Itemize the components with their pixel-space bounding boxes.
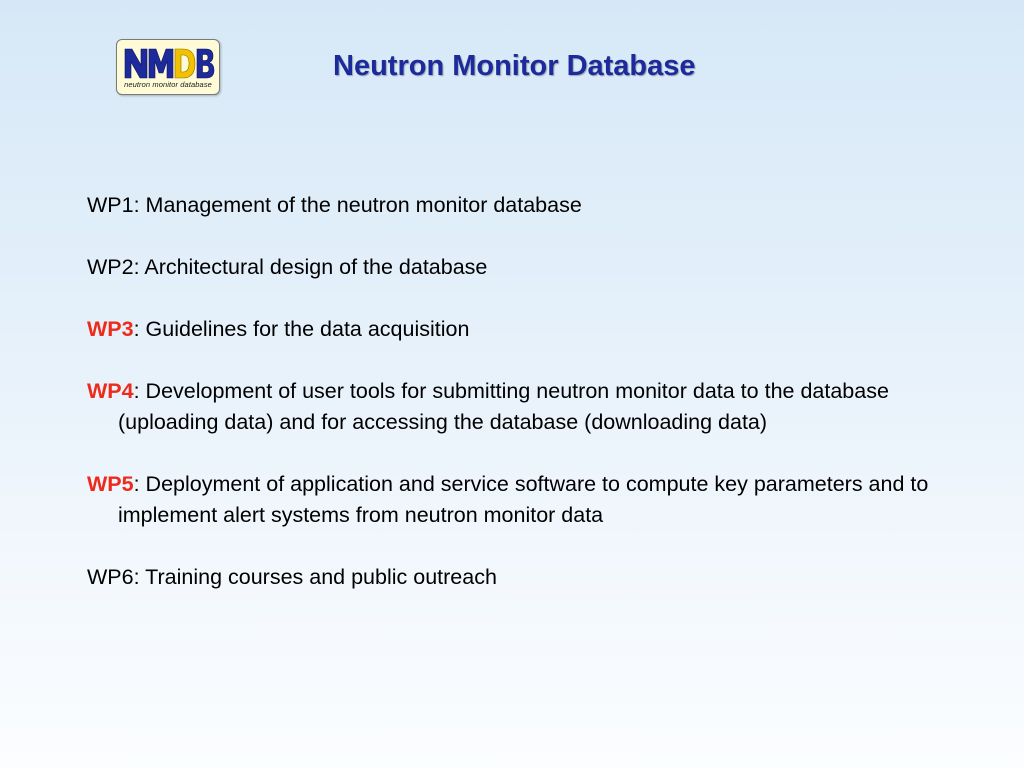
work-package-item-1 bbox=[87, 190, 967, 221]
work-package-item-5 bbox=[87, 469, 967, 531]
work-package-item-6 bbox=[87, 562, 967, 593]
work-package-label: WP3 bbox=[87, 317, 134, 341]
work-package-item-4 bbox=[87, 376, 967, 438]
work-package-item-2 bbox=[87, 252, 967, 283]
work-package-item-3 bbox=[87, 314, 967, 345]
work-package-text: : Guidelines for the data acquisition bbox=[133, 317, 470, 341]
work-package-label: WP5 bbox=[87, 472, 134, 496]
nmdb-logo bbox=[116, 39, 220, 95]
work-package-text: : Architectural design of the database bbox=[133, 255, 488, 279]
work-package-text: : Management of the neutron monitor database bbox=[133, 193, 582, 217]
work-package-text: : Deployment of application and service software to compute key parameters and to implement alert systems from neutron monitor data bbox=[118, 472, 929, 527]
nmdb-logo-mark bbox=[123, 45, 215, 81]
work-package-label: WP6 bbox=[87, 565, 134, 589]
work-package-text: : Training courses and public outreach bbox=[133, 565, 497, 589]
work-package-text: : Development of user tools for submitting neutron monitor data to the database (uploading data) and for accessing the database (downloading data) bbox=[118, 379, 889, 434]
work-package-label: WP2 bbox=[87, 255, 134, 279]
work-package-label: WP4 bbox=[87, 379, 134, 403]
logo-subtitle: neutron monitor database bbox=[124, 80, 212, 89]
page-title: Neutron Monitor Database bbox=[333, 50, 696, 82]
work-package-list bbox=[87, 190, 967, 624]
work-package-label: WP1 bbox=[87, 193, 134, 217]
